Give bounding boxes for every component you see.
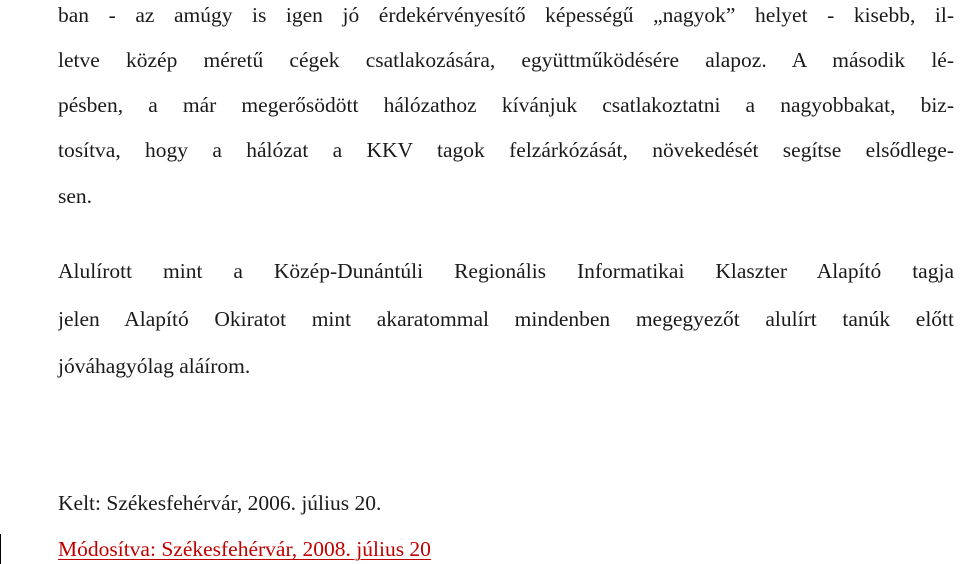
paragraph2-line-1: Alulírott mint a Közép-Dunántúli Regionális Informatikai Klaszter Alapító tagja bbox=[58, 259, 954, 283]
revision-change-bar bbox=[0, 534, 1, 564]
paragraph1-line-1: ban - az amúgy is igen jó érdekérvényesítő képességű „nagyok” helyet - kisebb, il- bbox=[58, 3, 954, 27]
signature-date-line: Kelt: Székesfehérvár, 2006. július 20. bbox=[58, 491, 382, 515]
paragraph1-line-3: pésben, a már megerősödött hálózathoz kívánjuk csatlakoztatni a nagyobbakat, biz- bbox=[58, 93, 954, 117]
paragraph2-line-3: jóváhagyólag aláírom. bbox=[58, 354, 251, 378]
revision-date-line: Módosítva: Székesfehérvár, 2008. július 20 bbox=[58, 537, 431, 561]
paragraph1-line-5: sen. bbox=[58, 184, 93, 208]
paragraph2-line-2: jelen Alapító Okiratot mint akaratommal mindenben megegyezőt alulírt tanúk előtt bbox=[58, 307, 954, 331]
paragraph1-line-4: tosítva, hogy a hálózat a KKV tagok felzárkózását, növekedését segítse elsődlege- bbox=[58, 138, 954, 162]
paragraph1-line-2: letve közép méretű cégek csatlakozására, együttműködésére alapoz. A második lé- bbox=[58, 48, 954, 72]
